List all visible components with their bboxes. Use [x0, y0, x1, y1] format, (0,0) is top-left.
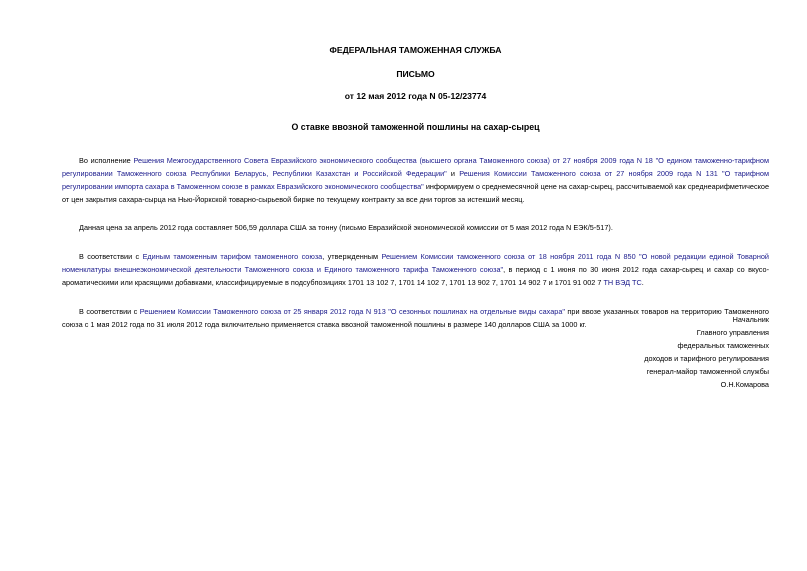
link-tn-ved-ts[interactable]: ТН ВЭД ТС	[603, 278, 642, 287]
link-decision-131[interactable]: Решения Комиссии Таможенного союза от 27 ноября 2009 года N 131 "О тарифном регулировании импорта сахара в Таможенном союзе в рамках Евразийского экономического сообщества"	[62, 169, 769, 191]
paragraph-2	[62, 221, 769, 234]
p1-text-3: информируем о среднемесячной цене на сахар-сырец, рассчитываемой как среднеарифметическое от цен закрытия сахара-сырца на Нью-Йоркской товарно-сырьевой бирже по текущему контракту за все дни торгов за истекший месяц.	[62, 182, 770, 204]
p1-text-2: и	[446, 169, 460, 178]
document-body	[62, 154, 769, 331]
document-subject: О ставке ввозной таможенной пошлины на сахар-сырец	[291, 122, 540, 132]
p3-text-3: , в период с 1 июня по 30 июня 2012 года сахар-сырец и сахар со вкусо-ароматическими или красящими добавками, классифицируемые в подсубпозициях 1701 13 102 7, 1701 14 102 7, 1701 13 902 7, 1701 14 902 7 и 1701 91 002 7	[62, 265, 769, 287]
p4-text-1: В соответствии с	[79, 307, 140, 316]
document-type: ПИСЬМО	[396, 69, 435, 79]
signature-line: федеральных таможенных	[677, 341, 769, 350]
paragraph-1	[62, 154, 769, 206]
signature-line: генерал-майор таможенной службы	[646, 367, 769, 376]
signature-block	[644, 313, 769, 391]
link-decision-850[interactable]: Решением Комиссии таможенного союза от 18 ноября 2011 года N 850 "О новой редакции единой Товарной номенклатуры внешнеэкономической деятельности Таможенного союза и Единого таможенного тарифа Таможенного союза"	[62, 252, 770, 274]
p3-text-1: В соответствии с	[79, 252, 143, 261]
signatory-name: О.Н.Комарова	[720, 380, 769, 389]
p3-text-2: , утвержденным	[322, 252, 382, 261]
signature-line: Начальник	[732, 315, 769, 324]
document-date-number: от 12 мая 2012 года N 05-12/23774	[344, 91, 487, 101]
p3-text-4: .	[641, 278, 644, 287]
link-decision-18[interactable]: Решения Межгосударственного Совета Евразийского экономического сообщества (высшего органа Таможенного союза) от 27 ноября 2009 года N 18 "О едином таможенно-тарифном регулировании Таможенного союза Республики Беларусь, Республики Казахстан и Российской Федерации"	[62, 156, 769, 178]
organization-name: ФЕДЕРАЛЬНАЯ ТАМОЖЕННАЯ СЛУЖБА	[329, 45, 502, 55]
p4-text-2: при ввозе указанных товаров на территорию Таможенного союза с 1 мая 2012 года по 31 июля 2012 года включительно применяется ставка ввозной таможенной пошлины в размере 140 долларов США за 1000 кг.	[62, 307, 769, 329]
link-unified-customs-tariff[interactable]: Единым таможенным тарифом таможенного союза	[142, 252, 323, 261]
p2-text-1: Данная цена за апрель 2012 года составляет 506,59 доллара США за тонну (письмо Евразийской экономической комиссии от 5 мая 2012 года N ЕЭК/5-517).	[79, 223, 613, 232]
p1-text-1: Во исполнение	[79, 156, 134, 165]
paragraph-3	[62, 250, 769, 289]
signature-line: Главного управления	[696, 328, 769, 337]
signature-line: доходов и тарифного регулирования	[644, 354, 769, 363]
link-decision-913[interactable]: Решением Комиссии Таможенного союза от 25 января 2012 года N 913 "О сезонных пошлинах на отдельные виды сахара"	[139, 307, 565, 316]
